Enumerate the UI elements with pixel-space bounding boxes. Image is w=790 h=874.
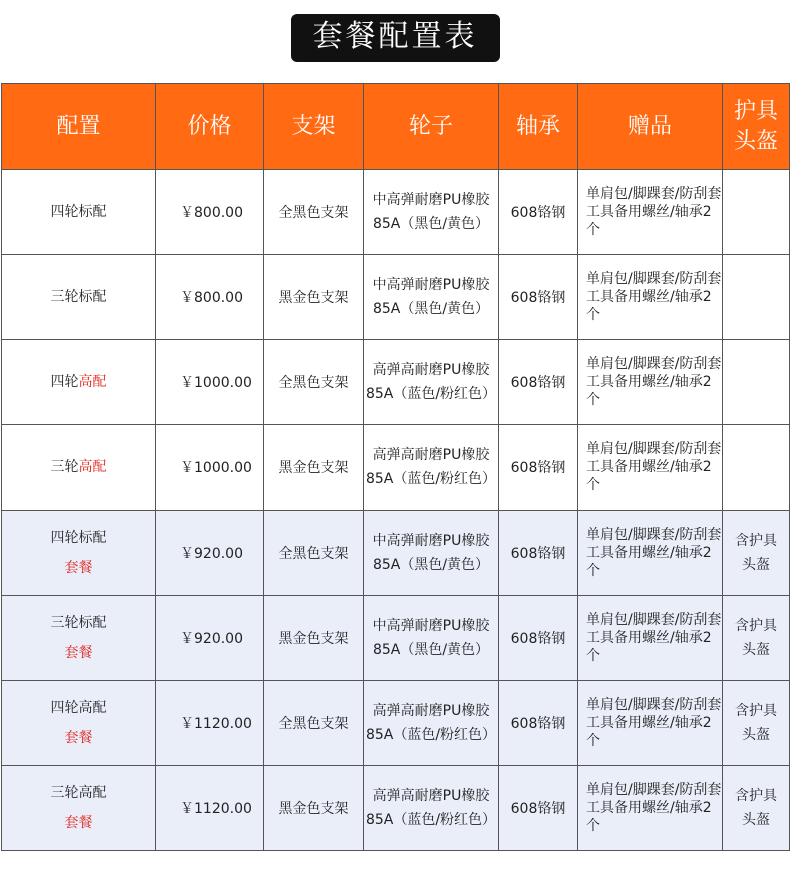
table-row [2,255,790,340]
cell-frame: 全黑色支架 [264,340,364,425]
cell-config [2,510,156,595]
table-row [2,170,790,255]
config-table [1,83,790,851]
wheel-line1: 中高弹耐磨PU橡胶 [372,192,490,209]
cell-config [2,340,156,425]
cell-frame: 黑金色支架 [264,765,364,850]
table-row [2,340,790,425]
wheel-line1: 高弹高耐磨PU橡胶 [372,447,490,464]
cell-gear [723,680,790,765]
cell-frame: 黑金色支架 [264,595,364,680]
config-wheels: 三轮 [50,614,79,631]
wheel-line1: 中高弹耐磨PU橡胶 [372,277,490,294]
package-label: 套餐 [64,814,93,831]
gift-line1: 单肩包/脚踝套/防刮套 [586,611,722,628]
cell-wheels [364,425,499,510]
cell-gear [723,255,790,340]
cell-frame: 全黑色支架 [264,680,364,765]
cell-price: ￥800.00 [156,255,264,340]
header-config: 配置 [2,84,156,170]
cell-config [2,680,156,765]
wheel-line2: 85A（蓝色/粉红色） [365,471,497,488]
wheel-line1: 高弹高耐磨PU橡胶 [372,702,490,719]
cell-wheels [364,680,499,765]
cell-gear [723,510,790,595]
gift-line2: 工具备用螺丝/轴承2个 [586,204,712,239]
cell-config [2,765,156,850]
gear-line2: 头盔 [742,726,770,743]
config-tier: 标配 [78,614,107,631]
wheel-line2: 85A（蓝色/粉红色） [365,811,497,828]
package-label: 套餐 [64,729,93,746]
package-label: 套餐 [64,559,93,576]
page-title: 套餐配置表 [291,14,500,62]
cell-wheels [364,340,499,425]
cell-price: ￥1120.00 [156,680,264,765]
gear-line1: 含护具 [735,787,777,804]
cell-price: ￥920.00 [156,510,264,595]
cell-frame: 黑金色支架 [264,255,364,340]
gift-line2: 工具备用螺丝/轴承2个 [586,374,712,409]
cell-frame: 黑金色支架 [264,425,364,510]
gear-line1: 含护具 [735,617,777,634]
cell-gifts [578,765,723,850]
table-row [2,595,790,680]
config-wheels: 四轮 [50,374,79,391]
config-tier: 标配 [78,289,107,306]
config-wheels: 三轮 [50,459,79,476]
cell-bearing: 608铬钢 [499,425,578,510]
gift-line2: 工具备用螺丝/轴承2个 [586,799,712,834]
header-wheels: 轮子 [364,84,499,170]
cell-price: ￥1000.00 [156,425,264,510]
table-header-row [2,84,790,170]
cell-bearing: 608铬钢 [499,340,578,425]
config-wheels: 四轮 [50,529,79,546]
config-wheels: 四轮 [50,699,79,716]
wheel-line2: 85A（黑色/黄色） [372,216,490,233]
config-wheels: 四轮 [50,204,79,221]
cell-gear [723,340,790,425]
header-gear [723,84,790,170]
cell-config [2,425,156,510]
cell-config [2,170,156,255]
gift-line2: 工具备用螺丝/轴承2个 [586,289,712,324]
config-tier: 高配 [78,699,107,716]
config-tier: 标配 [78,529,107,546]
cell-wheels [364,765,499,850]
cell-gifts [578,595,723,680]
wheel-line2: 85A（黑色/黄色） [372,556,490,573]
cell-price: ￥800.00 [156,170,264,255]
gear-line1: 含护具 [735,532,777,549]
wheel-line1: 中高弹耐磨PU橡胶 [372,532,490,549]
config-tier: 标配 [78,204,107,221]
config-wheels: 三轮 [50,784,79,801]
cell-config [2,255,156,340]
cell-gifts [578,340,723,425]
config-tier: 高配 [78,374,107,391]
cell-gifts [578,255,723,340]
gift-line2: 工具备用螺丝/轴承2个 [586,629,712,664]
header-gear-line2: 头盔 [733,128,778,154]
gear-line2: 头盔 [742,641,770,658]
wheel-line1: 中高弹耐磨PU橡胶 [372,617,490,634]
cell-gear [723,170,790,255]
table-row [2,765,790,850]
wheel-line2: 85A（蓝色/粉红色） [365,726,497,743]
gift-line1: 单肩包/脚踝套/防刮套 [586,441,722,458]
cell-price: ￥1000.00 [156,340,264,425]
cell-gifts [578,510,723,595]
cell-wheels [364,595,499,680]
title-banner [0,14,790,62]
cell-gear [723,765,790,850]
header-gifts: 赠品 [578,84,723,170]
header-price: 价格 [156,84,264,170]
cell-gear [723,425,790,510]
cell-gifts [578,680,723,765]
wheel-line2: 85A（黑色/黄色） [372,301,490,318]
cell-gear [723,595,790,680]
cell-gifts [578,170,723,255]
cell-price: ￥1120.00 [156,765,264,850]
gift-line2: 工具备用螺丝/轴承2个 [586,459,712,494]
cell-bearing: 608铬钢 [499,510,578,595]
header-gear-line1: 护具 [733,98,778,124]
cell-config [2,595,156,680]
gift-line1: 单肩包/脚踝套/防刮套 [586,526,722,543]
gear-line1: 含护具 [735,702,777,719]
cell-frame: 全黑色支架 [264,170,364,255]
cell-frame: 全黑色支架 [264,510,364,595]
gift-line1: 单肩包/脚踝套/防刮套 [586,271,722,288]
cell-bearing: 608铬钢 [499,170,578,255]
cell-bearing: 608铬钢 [499,680,578,765]
config-tier: 高配 [78,459,107,476]
cell-bearing: 608铬钢 [499,255,578,340]
config-tier: 高配 [78,784,107,801]
header-bearing: 轴承 [499,84,578,170]
gift-line2: 工具备用螺丝/轴承2个 [586,544,712,579]
wheel-line1: 高弹高耐磨PU橡胶 [372,787,490,804]
cell-bearing: 608铬钢 [499,765,578,850]
wheel-line2: 85A（蓝色/粉红色） [365,386,497,403]
table-row [2,680,790,765]
wheel-line2: 85A（黑色/黄色） [372,641,490,658]
cell-wheels [364,510,499,595]
gear-line2: 头盔 [742,811,770,828]
package-label: 套餐 [64,644,93,661]
cell-price: ￥920.00 [156,595,264,680]
table-row [2,425,790,510]
header-frame: 支架 [264,84,364,170]
gift-line1: 单肩包/脚踝套/防刮套 [586,356,722,373]
gift-line1: 单肩包/脚踝套/防刮套 [586,186,722,203]
cell-gifts [578,425,723,510]
gift-line1: 单肩包/脚踝套/防刮套 [586,781,722,798]
table-row [2,510,790,595]
cell-wheels [364,170,499,255]
gift-line1: 单肩包/脚踝套/防刮套 [586,696,722,713]
gift-line2: 工具备用螺丝/轴承2个 [586,714,712,749]
gear-line2: 头盔 [742,556,770,573]
config-wheels: 三轮 [50,289,79,306]
cell-bearing: 608铬钢 [499,595,578,680]
cell-wheels [364,255,499,340]
wheel-line1: 高弹高耐磨PU橡胶 [372,362,490,379]
